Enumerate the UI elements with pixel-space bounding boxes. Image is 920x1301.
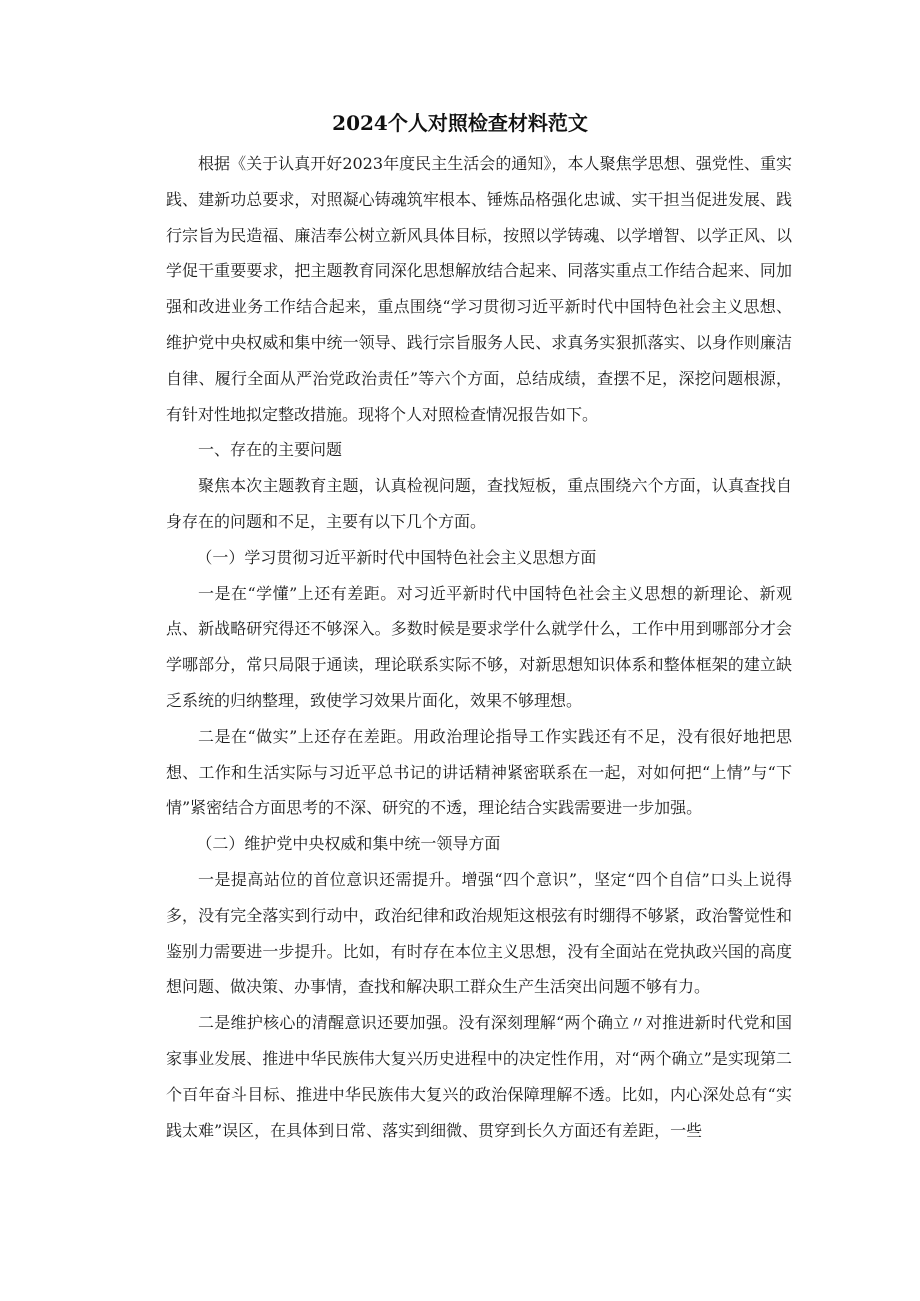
intro-paragraph: 根据《关于认真开好2023年度民主生活会的通知》，本人聚焦学思想、强党性、重实践、建新功总要求，对照凝心铸魂筑牢根本、锤炼品格强化忠诚、实干担当促进发展、践行宗旨为民造福、廉洁奉公树立新风具体目标，按照以学铸魂、以学增智、以学正风、以学促干重要要求，把主题教育同深化思想解放结合起来、同落实重点工作结合起来、同加强和改进业务工作结合起来，重点围绕“学习贯彻习近平新时代中国特色社会主义思想、维护党中央权威和集中统一领导、践行宗旨服务人民、求真务实狠抓落实、以身作则廉洁自律、履行全面从严治党政治责任”等六个方面，总结成绩，查摆不足，深挖问题根源，有针对性地拟定整改措施。现将个人对照检查情况报告如下。 [166,154,792,424]
body-paragraph: 二是维护核心的清醒意识还要加强。没有深刻理解“两个确立〃对推进新时代党和国家事业发展、推进中华民族伟大复兴历史进程中的决定性作用，对“两个确立”是实现第二个百年奋斗目标、推进中华民族伟大复兴的政治保障理解不透。比如，内心深处总有“实践太难”误区，在具体到日常、落实到细微、贯穿到长久方面还有差距，一些 [166,1013,792,1140]
subsection-heading-study-thought: （一）学习贯彻习近平新时代中国特色社会主义思想方面 [196,547,597,567]
section-intro-paragraph: 聚焦本次主题教育主题，认真检视问题，查找短板，重点围绕六个方面，认真查找自身存在的问题和不足，主要有以下几个方面。 [166,476,792,531]
subsection-heading-central-authority: （二）维护党中央权威和集中统一领导方面 [196,834,501,854]
body-paragraph: 一是提高站位的首位意识还需提升。增强“四个意识”，坚定“四个自信”口头上说得多，没有完全落实到行动中，政治纪律和政治规矩这根弦有时绷得不够紧，政治警觉性和鉴别力需要进一步提升。比如，有时存在本位主义思想，没有全面站在党执政兴国的高度想问题、做决策、办事情，查找和解决职工群众生产生活突出问题不够有力。 [166,869,792,997]
body-paragraph: 一是在“学懂”上还有差距。对习近平新时代中国特色社会主义思想的新理论、新观点、新战略研究得还不够深入。多数时候是要求学什么就学什么，工作中用到哪部分才会学哪部分，常只局限于通读，理论联系实际不够，对新思想知识体系和整体框架的建立缺乏系统的归纳整理，致使学习效果片面化，效果不够理想。 [166,583,792,710]
document-title: 2024个人对照检查材料范文 [332,111,588,135]
document-body [166,146,792,1148]
body-paragraph: 二是在“做实”上还存在差距。用政治理论指导工作实践还有不足，没有很好地把思想、工作和生活实际与习近平总书记的讲话精神紧密联系在一起，对如何把“上情”与“下情”紧密结合方面思考的不深、研究的不透，理论结合实践需要进一步加强。 [166,726,792,818]
section-heading-main-problems: 一、存在的主要问题 [198,440,343,460]
